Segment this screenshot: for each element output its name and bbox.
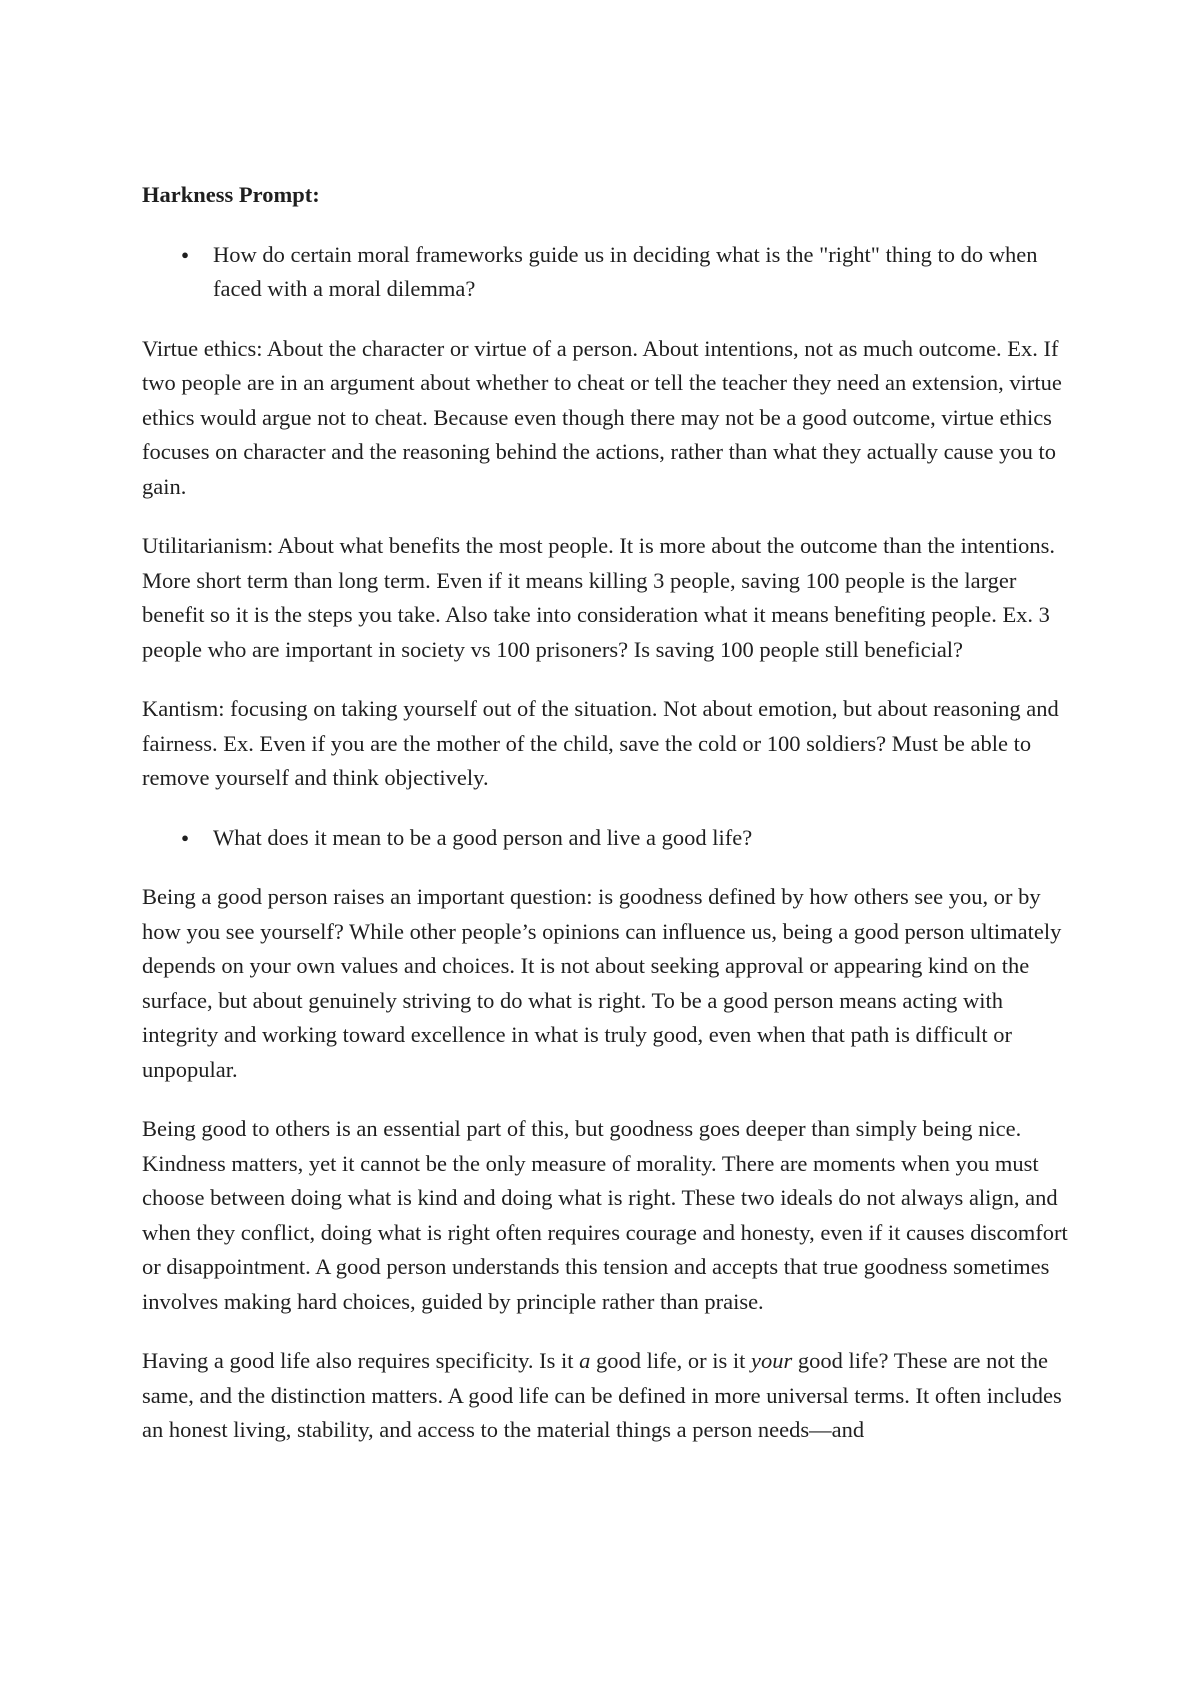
bullet-text: What does it mean to be a good person and live a good life? [213, 824, 753, 850]
paragraph-kantism: Kantism: focusing on taking yourself out of the situation. Not about emotion, but about reasoning and fairness. Ex. Even if you are the mother of the child, save the cold or 100 soldiers? Must be able to remove yourself and think objectively. [142, 696, 1059, 790]
good-life-text-part-2: good life, or is it [590, 1348, 752, 1373]
good-life-italic-your: your [751, 1348, 793, 1373]
paragraph-good-life [142, 1344, 1077, 1448]
paragraph-good-person-2: Being good to others is an essential part of this, but goodness goes deeper than simply being nice. Kindness matters, yet it cannot be the only measure of morality. There are moments when you must choose between doing what is kind and doing what is right. These two ideals do not always align, and when they conflict, doing what is right often requires courage and honesty, even if it causes discomfort or disappointment. A good person understands this tension and accepts that true goodness sometimes involves making hard choices, guided by principle rather than praise. [142, 1116, 1068, 1314]
paragraph-good-person-1: Being a good person raises an important question: is goodness defined by how others see you, or by how you see yourself? While other people’s opinions can influence us, being a good person ultimately depends on your own values and choices. It is not about seeking approval or appearing kind on the surface, but about genuinely striving to do what is right. To be a good person means acting with integrity and working toward excellence in what is truly good, even when that path is difficult or unpopular. [142, 884, 1062, 1082]
document-heading: Harkness Prompt: [142, 182, 320, 207]
paragraph-virtue-ethics: Virtue ethics: About the character or virtue of a person. About intentions, not as much outcome. Ex. If two people are in an argument about whether to cheat or tell the teacher they need an extension, virtue ethics would argue not to cheat. Because even though there may not be a good outcome, virtue ethics focuses on character and the reasoning behind the actions, rather than what they actually cause you to gain. [142, 335, 1062, 499]
good-life-text-part-3: good life? These are not the same, and the distinction matters. A good life can be defined in more universal terms. It often includes an honest living, stability, and access to the material things a person needs—and [142, 1348, 1062, 1442]
paragraph-utilitarianism: Utilitarianism: About what benefits the most people. It is more about the outcome than the intentions. More short term than long term. Even if it means killing 3 people, saving 100 people is the larger benefit so it is the steps you take. Also take into consideration what it means benefiting people. Ex. 3 people who are important in society vs 100 prisoners? Is saving 100 people still beneficial? [142, 533, 1055, 662]
bullet-icon: ● [181, 246, 189, 262]
good-life-text-part-1: Having a good life also requires specificity. Is it [142, 1348, 580, 1373]
document-body [142, 178, 1077, 1473]
good-life-italic-a: a [579, 1348, 591, 1373]
bullet-icon: ● [181, 829, 189, 845]
bullet-text: How do certain moral frameworks guide us in deciding what is the "right" thing to do when faced with a moral dilemma? [213, 241, 1038, 301]
bullet-item-moral-frameworks [142, 238, 1077, 307]
bullet-item-good-person [142, 821, 1077, 856]
